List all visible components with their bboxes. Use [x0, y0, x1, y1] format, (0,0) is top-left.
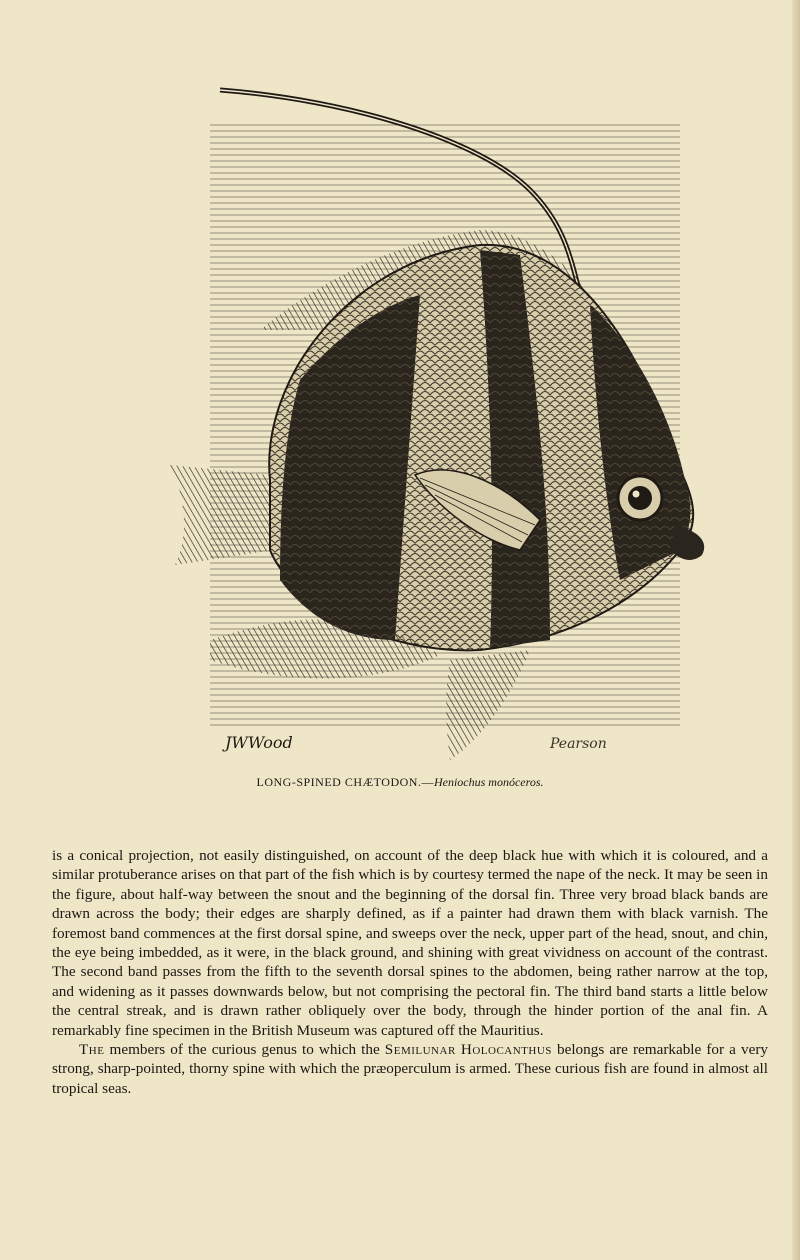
paragraph-2 [52, 1040, 768, 1098]
artist-signature: Pearson [550, 736, 607, 752]
caption-species: Heniochus monóceros. [433, 775, 544, 789]
genus-holocanthus: Holocanthus [460, 1041, 552, 1059]
figure-caption [0, 775, 800, 790]
paragraph-2-text-b: belongs are remarkable for a very strong, sharp-pointed, thorny spine with which the præoperculum is armed. These curious fish are found in almost all tropical seas. [52, 1041, 768, 1097]
tail-fin [170, 465, 275, 565]
caption-dash: — [421, 775, 434, 789]
genus-semilunar: Semilunar [384, 1041, 456, 1059]
paragraph-1: is a conical projection, not easily distinguished, on account of the deep black hue with which it is coloured, and a similar protuberance arises on that part of the fish which is by courtesy termed the nape of the neck. It may be seen in the figure, about half-way between the snout and the beginning of the dorsal fin. Three very broad black bands are drawn across the body; their edges are sharply defined, as if a painter had drawn them with black varnish. The foremost band commences at the first dorsal spine, and sweeps over the neck, upper part of the head, snout, and chin, the eye being imbedded, as it were, in the black ground, and shining with great vividness on account of the contrast. The second band passes from the fifth to the seventh dorsal spines to the abdomen, being rather narrow at the top, and widening as it passes downwards below, but not comprising the pectoral fin. The third band starts a little below the central streak, and is drawn rather obliquely over the body, through the hinder portion of the anal fin. A remarkably fine specimen in the British Museum was captured off the Mauritius. [52, 847, 768, 1039]
paragraph-2-text-a: members of the curious genus to which the [104, 1041, 385, 1059]
fish-eye [618, 476, 662, 520]
fish-engraving [150, 80, 730, 770]
page-edge [792, 0, 800, 1260]
paragraph-2-lead: The [79, 1041, 105, 1059]
body-text [52, 846, 768, 1098]
engraver-signature: JWWood [225, 733, 293, 752]
caption-title: LONG-SPINED CHÆTODON. [256, 775, 422, 789]
